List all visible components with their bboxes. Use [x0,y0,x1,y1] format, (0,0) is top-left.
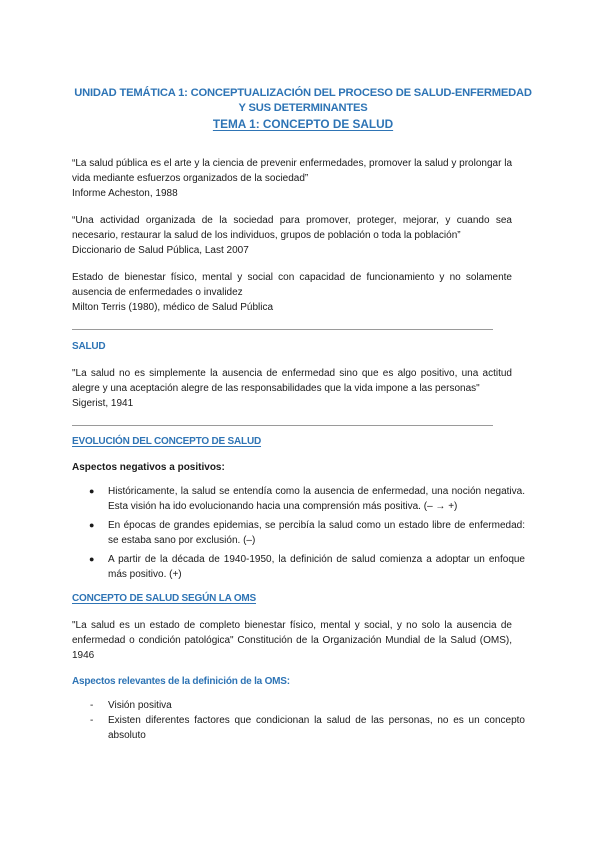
section-salud [72,340,512,411]
section-evolucion [72,435,525,582]
definition-2 [72,213,512,258]
definition-source: Diccionario de Salud Pública, Last 2007 [72,245,249,256]
definition-source: Informe Acheston, 1988 [72,188,178,199]
list-item [72,698,525,713]
definition-text: Estado de bienestar físico, mental y social con capacidad de funcionamiento y no solamente ausencia de enfermedades o invalidez [72,272,512,298]
evolucion-list [72,484,525,582]
header [70,86,536,132]
section-heading-evolucion-text: EVOLUCIÓN DEL CONCEPTO DE SALUD [72,436,262,447]
bullet-icon: ● [89,486,95,496]
topic-title-text: TEMA 1: CONCEPTO DE SALUD [212,117,394,131]
list-item-text: A partir de la década de 1940-1950, la definición de salud comienza a adoptar un enfoque más positivo. (+) [108,554,525,580]
list-item [72,713,525,743]
definition-3 [72,270,512,315]
definition-source: Milton Terris (1980), médico de Salud Pública [72,302,274,313]
dash-icon: - [90,715,94,726]
salud-source: Sigerist, 1941 [72,398,134,409]
divider [72,329,493,330]
list-item-text: Existen diferentes factores que condicionan la salud de las personas, no es un concepto absoluto [108,715,525,741]
oms-aspects-list [72,698,525,743]
topic-title [70,116,536,132]
section-heading-evolucion [72,435,512,449]
bullet-icon: ● [89,554,95,564]
dash-icon: - [90,700,94,711]
salud-quote: "La salud no es simplemente la ausencia de enfermedad sino que es algo positivo, una actitud alegre y una aceptación alegre de las responsabilidades que la vida impone a las personas" [72,368,512,394]
evolucion-subheading: Aspectos negativos a positivos: [72,462,225,473]
list-item-text: En épocas de grandes epidemias, se percibía la salud como un estado libre de enfermedad: se estaba sano por exclusión. (–) [108,520,525,546]
section-heading-salud: SALUD [72,341,106,352]
list-item-text: Históricamente, la salud se entendía como la ausencia de enfermedad, una noción negativa. Esta visión ha ido evolucionando hacia una comprensión más positiva. (– → +) [108,486,525,512]
definition-text: “La salud pública es el arte y la ciencia de prevenir enfermedades, promover la salud y prolongar la vida mediante esfuerzos organizados de la sociedad” [72,158,512,184]
list-item-text: Visión positiva [108,700,172,711]
divider [72,425,493,426]
oms-aspects-heading: Aspectos relevantes de la definición de la OMS: [72,676,290,687]
section-oms [72,592,525,743]
list-item [72,518,525,548]
list-item [72,552,525,582]
definition-text: “Una actividad organizada de la sociedad para promover, proteger, mejorar, y cuando sea necesario, restaurar la salud de los individuos, grupos de población o toda la población” [72,215,512,241]
unit-title: UNIDAD TEMÁTICA 1: CONCEPTUALIZACIÓN DEL PROCESO DE SALUD-ENFERMEDAD Y SUS DETERMINANTES [74,87,532,114]
oms-quote: "La salud es un estado de completo bienestar físico, mental y social, y no solo la ausencia de enfermedad o condición patológica" Constitución de la Organización Mundial de la Salud (OMS), 1946 [72,620,512,661]
bullet-icon: ● [89,520,95,530]
section-heading-oms [72,592,512,606]
definition-1 [72,156,512,201]
list-item [72,484,525,514]
section-heading-oms-text: CONCEPTO DE SALUD SEGÚN LA OMS [72,593,257,604]
